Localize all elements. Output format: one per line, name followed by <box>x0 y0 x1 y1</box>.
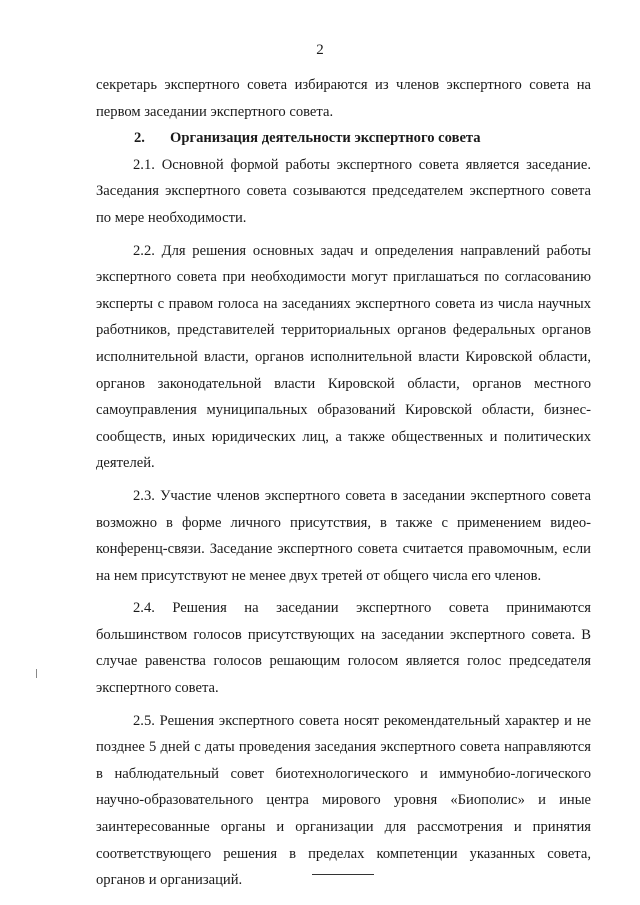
scan-margin-mark <box>36 669 37 678</box>
paragraph-2-3: 2.3. Участие членов экспертного совета в заседании экспертного совета возможно в форме личного присутствия, в также с применением видео-конференц-связи. Заседание экспертного совета считается правомочным, если на нем присутствуют не менее двух третей от общего числа его членов. <box>96 487 591 584</box>
section-number: 2. <box>134 130 145 147</box>
paragraph-2-2: 2.2. Для решения основных задач и определения направлений работы экспертного совета при необходимости могут приглашаться по согласованию эксперты с правом голоса на заседаниях экспертного совета из числа научных работников, представителей территориальных органов федеральных органов исполнительной власти, органов исполнительной власти Кировской области, органов законодательной власти Кировской области, органов местного самоуправления муниципальных образований Кировской области, бизнес-сообществ, иных юридических лиц, а также общественных и политических деятелей. <box>96 242 591 472</box>
document-body <box>96 72 591 894</box>
page-number: 2 <box>316 42 324 58</box>
section-heading <box>96 125 591 152</box>
continuation-paragraph: секретарь экспертного совета избираются из членов экспертного совета на первом заседании экспертного совета. <box>96 77 591 120</box>
paragraph-2-1: 2.1. Основной формой работы экспертного совета является заседание. Заседания экспертного совета созываются председателем экспертного совета по мере необходимости. <box>96 156 591 226</box>
section-title: Организация деятельности экспертного совета <box>170 130 481 147</box>
end-of-text-rule <box>312 874 374 875</box>
paragraph-2-4: 2.4. Решения на заседании экспертного совета принимаются большинством голосов присутствующих на заседании экспертного совета. В случае равенства голосов решающим голосом является голос председателя экспертного совета. <box>96 600 591 697</box>
paragraph-2-5: 2.5. Решения экспертного совета носят рекомендательный характер и не позднее 5 дней с даты проведения заседания экспертного совета направляются в наблюдательный совет биотехнологического и иммунобио-логического научно-образовательного центра мирового уровня «Биополис» и иные заинтересованные органы и организации для рассмотрения и принятия соответствующего решения в пределах компетенции указанных совета, органов и организаций. <box>96 712 591 889</box>
